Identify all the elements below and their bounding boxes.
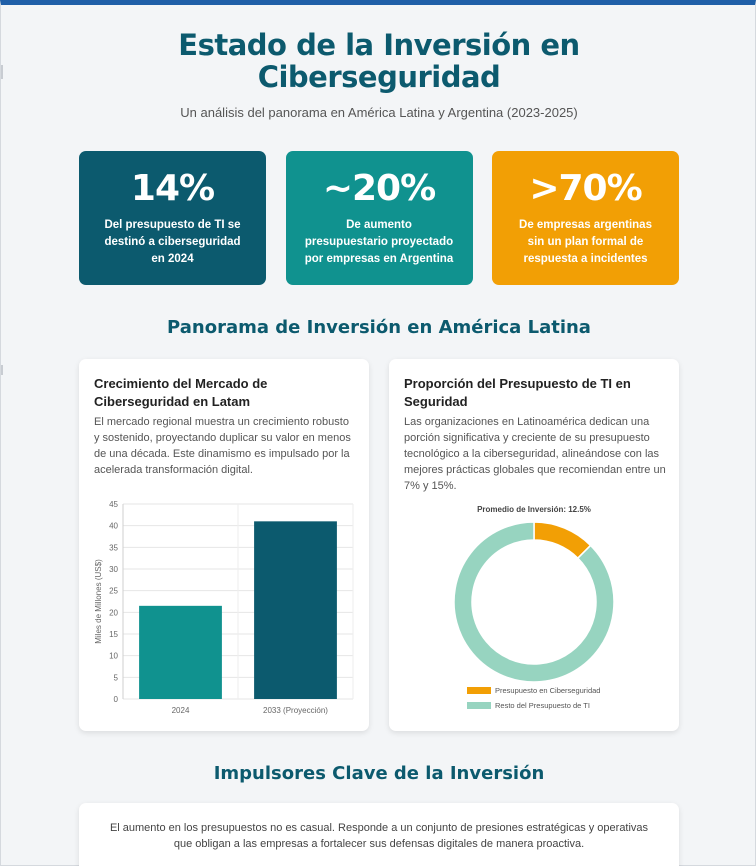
- budget-donut-chart: [389, 359, 679, 731]
- stat-value: >70%: [529, 168, 642, 209]
- bar: [139, 606, 222, 699]
- y-axis-label: Miles de Millones (US$): [94, 559, 103, 644]
- legend-item: [467, 701, 590, 710]
- budget-proportion-card: [389, 359, 679, 731]
- legend-label: Resto del Presupuesto de TI: [495, 701, 590, 710]
- y-tick-label: 10: [109, 651, 118, 661]
- card-title: Proporción del Presupuesto de TI en Seguridad: [404, 376, 631, 409]
- y-tick-label: 15: [109, 630, 118, 639]
- legend-swatch: [467, 702, 491, 709]
- card-text: Las organizaciones en Latinoamérica dedican una porción significativa y creciente de su presupuesto tecnológico a la ciberseguridad, alineándose con las mejores prácticas globales que recomiendan entre un 7% y 15%.: [404, 416, 666, 492]
- x-tick-label: 2033 (Proyección): [263, 706, 328, 715]
- page-title: Estado de la Inversión en Ciberseguridad: [178, 28, 580, 94]
- x-tick-label: 2024: [171, 706, 190, 715]
- y-tick-label: 25: [109, 586, 118, 596]
- legend-label: Presupuesto en Ciberseguridad: [495, 686, 601, 695]
- card-text: El mercado regional muestra un crecimiento robusto y sostenido, proyectando duplicar su valor en menos de una década. Este dinamismo es impulsado por la acelerada transformación digital.: [94, 416, 351, 476]
- drivers-intro-text: El aumento en los presupuestos no es casual. Responde a un conjunto de presiones estratégicas y operativas que obligan a las empresas a fortalecer sus defensas digitales de manera proactiva.: [109, 822, 649, 850]
- donut-slice: [534, 522, 591, 558]
- scroll-mark: [1, 365, 3, 375]
- market-growth-card: [79, 359, 369, 731]
- hero-header: [1, 29, 756, 120]
- stat-card-budget-increase: [286, 151, 473, 285]
- donut-slice: [454, 522, 614, 682]
- stat-value: 14%: [130, 168, 215, 209]
- section-title-latam: Panorama de Inversión en América Latina: [167, 317, 591, 338]
- legend-swatch: [467, 687, 491, 694]
- stat-value: ~20%: [322, 168, 436, 209]
- legend-item: [467, 686, 600, 695]
- y-tick-label: 40: [109, 521, 118, 531]
- y-tick-label: 0: [113, 695, 118, 704]
- y-tick-label: 5: [113, 673, 118, 683]
- page-subtitle: Un análisis del panorama en América Latina y Argentina (2023-2025): [180, 105, 578, 120]
- stat-description: De empresas argentinas sin un plan formal de respuesta a incidentes: [519, 219, 652, 265]
- drivers-intro-card: [79, 803, 679, 866]
- stat-description: Del presupuesto de TI se destinó a ciberseguridad en 2024: [104, 219, 241, 265]
- stat-card-no-response-plan: [492, 151, 679, 285]
- stat-card-it-budget: [79, 151, 266, 285]
- stat-description: De aumento presupuestario proyectado por empresas en Argentina: [304, 219, 454, 265]
- y-tick-label: 45: [109, 500, 118, 509]
- bar: [254, 521, 337, 699]
- stats-row: [79, 151, 679, 285]
- donut-title: Promedio de Inversión: 12.5%: [477, 505, 591, 514]
- card-title: Crecimiento del Mercado de Ciberseguridad en Latam: [94, 376, 268, 409]
- y-tick-label: 30: [109, 565, 118, 574]
- section-title-drivers: Impulsores Clave de la Inversión: [213, 763, 545, 784]
- market-bar-chart: [79, 359, 369, 731]
- y-tick-label: 20: [109, 608, 118, 618]
- y-tick-label: 35: [109, 543, 118, 553]
